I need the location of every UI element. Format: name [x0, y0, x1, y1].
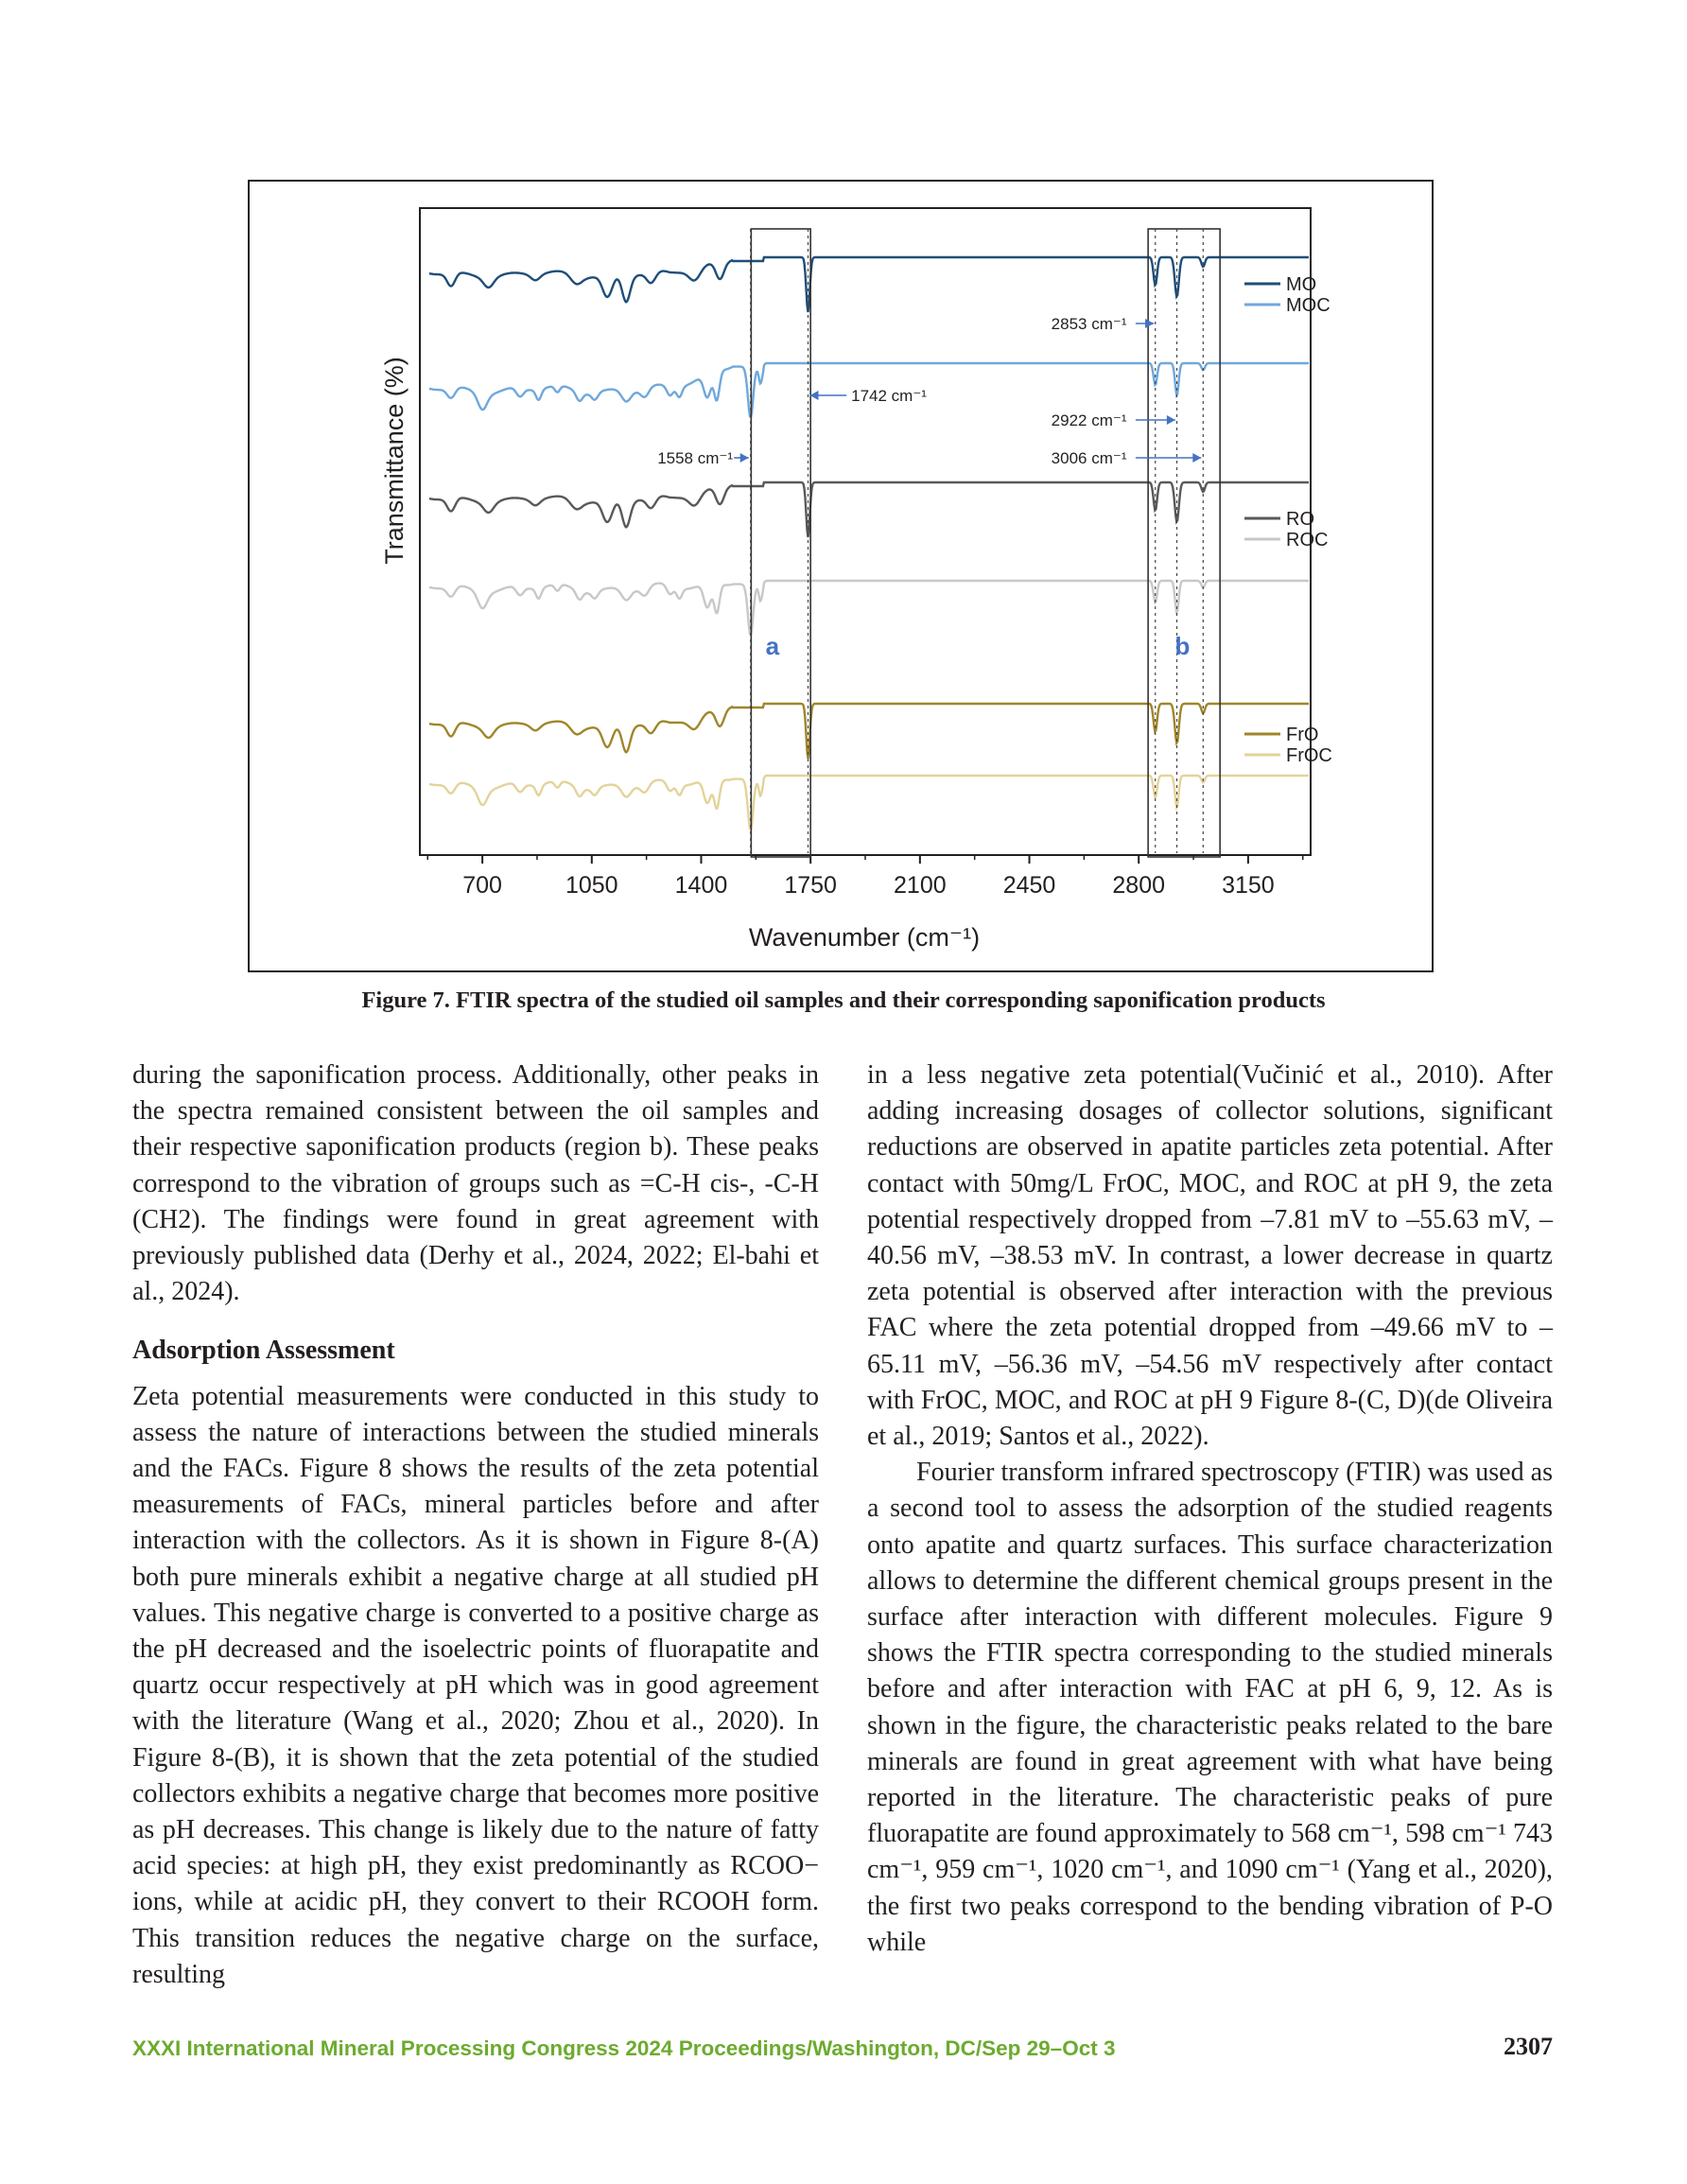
x-tick-label: 2100	[894, 872, 947, 899]
region-label-b: b	[1174, 632, 1191, 660]
annotation-arrow-head	[1145, 319, 1154, 328]
plot-frame	[420, 208, 1311, 855]
legend-label-roc: ROC	[1286, 530, 1329, 550]
region-box-b	[1148, 229, 1220, 857]
ftir-chart	[250, 182, 1432, 970]
legend-label-moc: MOC	[1286, 295, 1330, 316]
peak-annotation-label: 2922 cm⁻¹	[1051, 411, 1127, 429]
left-paragraph-2: Zeta potential measurements were conducted in this study to assess the nature of interactions between the studied minerals and the FACs. Figure 8 shows the results of the zeta potential measurements of FACs, mineral particles before and after interaction with the collectors. As it is shown in Figure 8-(A) both pure minerals exhibit a negative charge at all studied pH values. This negative charge is converted to a positive charge as the pH decreased and the isoelectric points of fluorapatite and quartz occur respectively at pH which was in good agreement with the literature (Wang et al., 2020; Zhou et al., 2020). In Figure 8-(B), it is shown that the zeta potential of the studied collectors exhibits a negative charge that becomes more positive as pH decreases. This change is likely due to the nature of fatty acid species: at high pH, they exist predominantly as RCOO− ions, while at acidic pH, they convert to their RCOOH form. This transition reduces the negative charge on the surface, resulting	[132, 1381, 819, 1989]
footer-conference: XXXI International Mineral Processing Congress 2024 Proceedings/Washington, DC/Sep 29–Oct 3	[132, 2036, 1116, 2060]
ftir-figure	[248, 180, 1434, 972]
x-axis-label: Wavenumber (cm⁻¹)	[748, 923, 981, 952]
x-tick-label: 1750	[784, 872, 837, 899]
series-line-froc	[429, 776, 1309, 830]
series-line-fro	[429, 704, 1309, 759]
page-number: 2307	[1504, 2033, 1553, 2060]
region-box-a	[751, 229, 810, 857]
right-paragraph-1: in a less negative zeta potential(Vučinić et al., 2010). After adding increasing dosages of collector solutions, significant reductions are observed in apatite particles zeta potential. After contact with 50mg/L FrOC, MOC, and ROC at pH 9, the zeta potential respectively dropped from –7.81 mV to –55.63 mV, –40.56 mV, –38.53 mV. In contrast, a lower decrease in quartz zeta potential is observed after interaction with the previous FAC where the zeta potential dropped from –49.66 mV to –65.11 mV, –56.36 mV, –54.56 mV respectively after contact with FrOC, MOC, and ROC at pH 9 Figure 8-(C, D)(de Oliveira et al., 2019; Santos et al., 2022).	[867, 1060, 1553, 1452]
left-column	[132, 1057, 819, 1993]
x-tick-label: 1050	[565, 872, 618, 899]
right-column	[867, 1057, 1553, 1961]
annotation-arrow-head	[1167, 415, 1175, 425]
section-heading: Adsorption Assessment	[132, 1336, 395, 1366]
x-tick-label: 1400	[674, 872, 728, 899]
legend-label-ro: RO	[1286, 509, 1314, 530]
legend-label-mo: MO	[1286, 274, 1317, 295]
figure-caption: Figure 7. FTIR spectra of the studied oil samples and their corresponding saponification products	[361, 987, 1326, 1013]
x-tick-label: 2450	[1002, 872, 1056, 899]
peak-annotation-label: 2853 cm⁻¹	[1051, 315, 1127, 333]
peak-annotation-label: 1742 cm⁻¹	[851, 387, 927, 405]
annotation-arrow-head	[1192, 453, 1201, 463]
region-label-a: a	[765, 632, 780, 660]
left-paragraph-1: during the saponification process. Additionally, other peaks in the spectra remained consistent between the oil samples and their respective saponification products (region b). These peaks correspond to the vibration of groups such as =C-H cis-, -C-H (CH2). The findings were found in great agreement with previously published data (Derhy et al., 2024, 2022; El-bahi et al., 2024).	[132, 1060, 819, 1307]
right-paragraph-2: Fourier transform infrared spectroscopy (FTIR) was used as a second tool to assess the adsorption of the studied reagents onto apatite and quartz surfaces. This surface characterization allows to determine the different chemical groups present in the surface after interaction with different molecules. Figure 9 shows the FTIR spectra corresponding to the studied minerals before and after interaction with FAC at pH 6, 9, 12. As is shown in the figure, the characteristic peaks related to the bare minerals are found in great agreement with what have being reported in the literature. The characteristic peaks of pure fluorapatite are found approximately to 568 cm⁻¹, 598 cm⁻¹ 743 cm⁻¹, 959 cm⁻¹, 1020 cm⁻¹, and 1090 cm⁻¹ (Yang et al., 2020), the first two peaks correspond to the bending vibration of P-O while	[867, 1458, 1553, 1957]
y-axis-label: Transmittance (%)	[380, 357, 409, 565]
peak-annotation-label: 1558 cm⁻¹	[657, 449, 734, 467]
peak-annotation-label: 3006 cm⁻¹	[1051, 449, 1127, 467]
legend-label-fro: FrO	[1286, 725, 1319, 745]
x-tick-label: 2800	[1112, 872, 1166, 899]
x-tick-label: 700	[462, 872, 502, 899]
x-tick-label: 3150	[1222, 872, 1275, 899]
legend-label-froc: FrOC	[1286, 745, 1332, 766]
annotation-arrow-head	[740, 453, 749, 463]
